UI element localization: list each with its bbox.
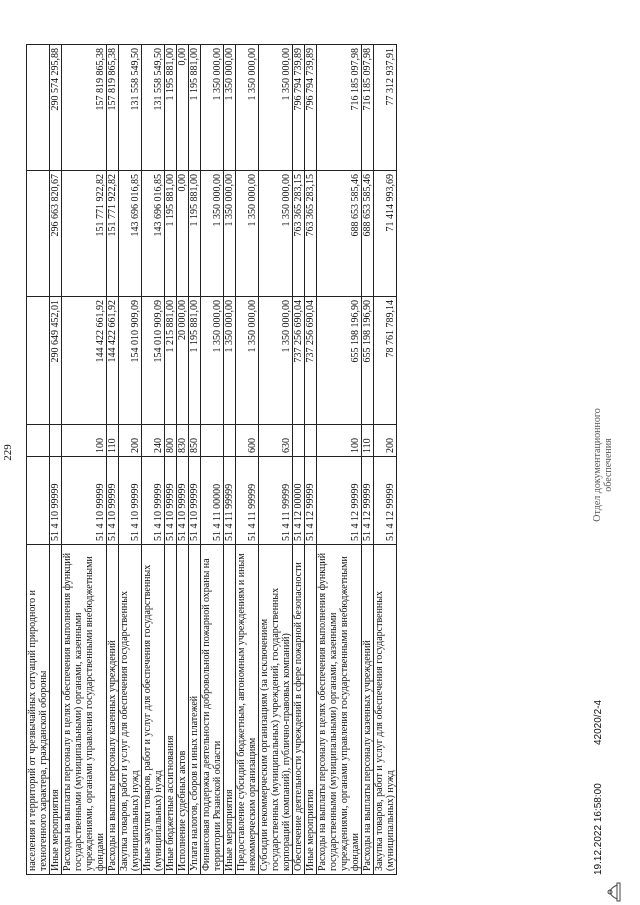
cell-name: Обеспечение деятельности учреждений в сфере пожарной безопасности <box>293 545 305 875</box>
table-row <box>50 45 62 875</box>
cell-amount-2: 71 414 993,69 <box>374 171 397 297</box>
cell-amount-1: 144 422 661,92 <box>62 297 107 425</box>
footer-date: 19.12.2022 16:58:00 <box>593 783 604 875</box>
cell-amount-1 <box>27 297 50 425</box>
table-row <box>317 45 362 875</box>
cell-code: 51 4 12 99999 <box>305 457 317 545</box>
cell-vr: 850 <box>189 425 201 457</box>
cell-amount-2: 1 350 000,00 <box>259 171 293 297</box>
cell-amount-2: 763 365 283,15 <box>293 171 305 297</box>
cell-vr: 110 <box>107 425 119 457</box>
table-row <box>177 45 189 875</box>
table-row <box>305 45 317 875</box>
table-row <box>236 45 259 875</box>
table-row <box>259 45 293 875</box>
cell-code: 51 4 12 00000 <box>293 457 305 545</box>
cell-amount-1: 144 422 661,92 <box>107 297 119 425</box>
cell-amount-3: 0,00 <box>177 45 189 171</box>
table-row <box>374 45 397 875</box>
cell-amount-3: 131 558 549,50 <box>142 45 165 171</box>
cell-amount-2: 688 653 585,46 <box>317 171 362 297</box>
table-row <box>224 45 236 875</box>
cell-amount-3: 1 195 881,00 <box>189 45 201 171</box>
table-row <box>107 45 119 875</box>
cell-name: Иные мероприятия <box>224 545 236 875</box>
cell-amount-2: 151 771 922,82 <box>62 171 107 297</box>
cell-code: 51 4 11 99999 <box>236 457 259 545</box>
cell-amount-1: 154 010 909,09 <box>119 297 142 425</box>
cell-amount-2: 688 653 585,46 <box>362 171 374 297</box>
cell-vr: 600 <box>236 425 259 457</box>
cell-vr <box>224 425 236 457</box>
cell-name: Расходы на выплаты персоналу в целях обеспечения выполнения функций государственными (муниципальными) органами, казенными учреждениями, органами управления государственными внебюджетными фондами <box>62 545 107 875</box>
cell-code: 51 4 10 99999 <box>142 457 165 545</box>
cell-amount-1: 1 215 881,00 <box>165 297 177 425</box>
cell-amount-3 <box>27 45 50 171</box>
cell-amount-1: 1 195 881,00 <box>189 297 201 425</box>
cell-vr <box>201 425 224 457</box>
cell-name: Субсидии некоммерческим организациям (за исключением государственных (муниципальных) учреждений, государственных корпораций (компаний), публично-правовых компаний) <box>259 545 293 875</box>
table-row <box>189 45 201 875</box>
cell-name: Предоставление субсидий бюджетным, автономным учреждениям и иным некоммерческим организациям <box>236 545 259 875</box>
cell-amount-3: 716 185 097,98 <box>317 45 362 171</box>
cell-amount-2: 151 771 922,82 <box>107 171 119 297</box>
cell-vr <box>305 425 317 457</box>
cell-code: 51 4 10 99999 <box>50 457 62 545</box>
table-row <box>362 45 374 875</box>
cell-vr: 200 <box>119 425 142 457</box>
table-row <box>201 45 224 875</box>
cell-name: Закупка товаров, работ и услуг для обеспечения государственных (муниципальных) нужд <box>119 545 142 875</box>
cell-amount-3: 1 195 881,00 <box>165 45 177 171</box>
cell-vr: 630 <box>259 425 293 457</box>
cell-name: Расходы на выплаты персоналу казенных учреждений <box>107 545 119 875</box>
department-stamp <box>592 365 614 565</box>
cell-code: 51 4 10 99999 <box>62 457 107 545</box>
cell-amount-3: 1 350 000,00 <box>236 45 259 171</box>
cell-amount-3: 290 574 295,88 <box>50 45 62 171</box>
cell-amount-2: 1 350 000,00 <box>201 171 224 297</box>
cell-code: 51 4 10 99999 <box>119 457 142 545</box>
cell-amount-3: 1 350 000,00 <box>224 45 236 171</box>
cell-code: 51 4 10 99999 <box>165 457 177 545</box>
cell-name: Финансовая поддержка деятельности добровольной пожарной охраны на территории Рязанской области <box>201 545 224 875</box>
footer-doc-id: 42020/2-4 <box>593 699 604 745</box>
cell-amount-1: 737 256 690,04 <box>305 297 317 425</box>
seal-icon <box>600 881 622 903</box>
cell-amount-3: 796 794 739,89 <box>305 45 317 171</box>
cell-amount-3: 796 794 739,89 <box>293 45 305 171</box>
cell-name: Иные закупки товаров, работ и услуг для обеспечения государственных (муниципальных) нужд <box>142 545 165 875</box>
cell-amount-3: 131 558 549,50 <box>119 45 142 171</box>
cell-amount-1: 154 010 909,09 <box>142 297 165 425</box>
cell-amount-3: 157 819 865,38 <box>107 45 119 171</box>
cell-code: 51 4 12 99999 <box>317 457 362 545</box>
table-row <box>293 45 305 875</box>
cell-vr: 100 <box>62 425 107 457</box>
cell-amount-1: 655 198 196,90 <box>362 297 374 425</box>
cell-amount-2: 296 663 820,67 <box>50 171 62 297</box>
budget-table <box>26 44 397 875</box>
cell-amount-1: 20 000,00 <box>177 297 189 425</box>
cell-name: Иные мероприятия <box>305 545 317 875</box>
cell-amount-1: 290 649 452,01 <box>50 297 62 425</box>
cell-vr <box>50 425 62 457</box>
table-row <box>165 45 177 875</box>
cell-amount-2 <box>27 171 50 297</box>
cell-amount-1: 1 350 000,00 <box>224 297 236 425</box>
cell-amount-1: 1 350 000,00 <box>236 297 259 425</box>
cell-amount-2: 143 696 016,85 <box>119 171 142 297</box>
cell-code: 51 4 10 99999 <box>177 457 189 545</box>
cell-vr: 830 <box>177 425 189 457</box>
stamp-line-1: Отдел документационного <box>592 408 603 522</box>
table-row <box>119 45 142 875</box>
cell-code: 51 4 12 99999 <box>362 457 374 545</box>
cell-amount-2: 1 350 000,00 <box>224 171 236 297</box>
cell-code <box>27 457 50 545</box>
cell-amount-2: 1 195 881,00 <box>189 171 201 297</box>
cell-code: 51 4 11 99999 <box>224 457 236 545</box>
cell-amount-2: 763 365 283,15 <box>305 171 317 297</box>
cell-vr: 800 <box>165 425 177 457</box>
cell-vr: 100 <box>317 425 362 457</box>
cell-code: 51 4 10 99999 <box>189 457 201 545</box>
cell-code: 51 4 10 99999 <box>107 457 119 545</box>
cell-vr <box>293 425 305 457</box>
cell-amount-3: 1 350 000,00 <box>259 45 293 171</box>
cell-vr: 110 <box>362 425 374 457</box>
cell-amount-1: 1 350 000,00 <box>259 297 293 425</box>
cell-name: Иные мероприятия <box>50 545 62 875</box>
cell-name: Закупка товаров, работ и услуг для обеспечения государственных (муниципальных) нужд <box>374 545 397 875</box>
cell-vr <box>27 425 50 457</box>
cell-amount-3: 1 350 000,00 <box>201 45 224 171</box>
cell-amount-2: 1 350 000,00 <box>236 171 259 297</box>
page-number: 229 <box>2 444 14 461</box>
cell-code: 51 4 11 00000 <box>201 457 224 545</box>
cell-amount-1: 78 761 789,14 <box>374 297 397 425</box>
cell-amount-1: 655 198 196,90 <box>317 297 362 425</box>
cell-amount-3: 157 819 865,38 <box>62 45 107 171</box>
cell-vr: 240 <box>142 425 165 457</box>
cell-code: 51 4 11 99999 <box>259 457 293 545</box>
cell-code: 51 4 12 99999 <box>374 457 397 545</box>
stamp-line-2: обеспечения <box>603 438 614 492</box>
cell-amount-1: 737 256 690,04 <box>293 297 305 425</box>
cell-name: населения и территорий от чрезвычайных ситуаций природного и техногенного характера, гражданской обороны <box>27 545 50 875</box>
table-row <box>27 45 50 875</box>
cell-name: Расходы на выплаты персоналу казенных учреждений <box>362 545 374 875</box>
cell-amount-2: 0,00 <box>177 171 189 297</box>
cell-name: Расходы на выплаты персоналу в целях обеспечения выполнения функций государственными (муниципальными) органами, казенными учреждениями, органами управления государственными внебюджетными фондами <box>317 545 362 875</box>
table-row <box>142 45 165 875</box>
cell-name: Иные бюджетные ассигнования <box>165 545 177 875</box>
cell-amount-2: 1 195 881,00 <box>165 171 177 297</box>
table-row <box>62 45 107 875</box>
cell-amount-1: 1 350 000,00 <box>201 297 224 425</box>
cell-amount-3: 77 312 937,91 <box>374 45 397 171</box>
cell-name: Уплата налогов, сборов и иных платежей <box>189 545 201 875</box>
cell-name: Исполнение судебных актов <box>177 545 189 875</box>
cell-amount-2: 143 696 016,85 <box>142 171 165 297</box>
cell-amount-3: 716 185 097,98 <box>362 45 374 171</box>
cell-vr: 200 <box>374 425 397 457</box>
